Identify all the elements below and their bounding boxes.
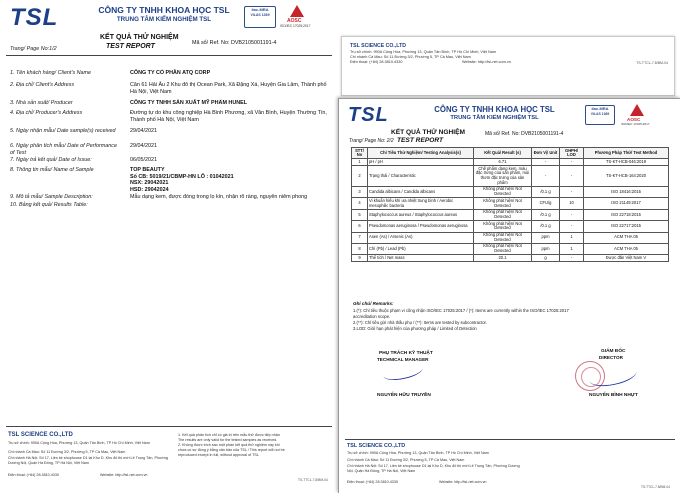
field-label: 3. Nhà sản xuất/ Producer [10, 100, 73, 106]
cell-lod: - [560, 255, 584, 262]
field-label: 1. Tên khách hàng/ Client's Name [10, 70, 92, 76]
cell-lod: - [560, 166, 584, 187]
cell-unit: /0.1 g [532, 221, 560, 232]
cell-analysis: pH / pH [368, 159, 474, 166]
ilac-label-2: ilac-MRA [591, 106, 609, 111]
cell-lod: - [560, 186, 584, 197]
field-value: Đường tự do khu công nghiệp Hà Bình Phương, xã Văn Bình, Huyện Thường Tín, Thành phố Hà Nội, Việt Nam [130, 110, 329, 123]
cell-method: ISO 22717:2015 [584, 221, 669, 232]
footer-branch2-2: Chi nhánh Hà Nội: Số 17, Liền kề shophouse D1 lại Khu D, Khu đô thị mới Lê Trọng Tấn, Phường Dương Nội, Quận Hà Đông, TP Hà Nội, Việt Nam [347, 464, 520, 473]
ilac-mra-badge [244, 6, 276, 28]
cell-lod: - [560, 209, 584, 220]
field-value: 29/04/2021 [130, 128, 157, 134]
footer-code-1: TS-TTCL-7.8/BM-04 [298, 478, 328, 482]
page-number-2: Trang/ Page No: 2/2 [349, 138, 394, 144]
cell-analysis: Trạng thái / Characteristic [368, 166, 474, 187]
director-title: GIÁM ĐỐC [601, 349, 626, 354]
table-row [352, 243, 669, 254]
back-footer-phone: Điện thoại: (+84) 28.3810.4330 [350, 60, 403, 64]
aosc-label: AOSC [287, 18, 302, 24]
cell-lod: 1 [560, 232, 584, 243]
footer-branch2: Chi nhánh Hà Nội: Số 17, Liền kề shophouse D1 lại Khu D, Khu đô thị mới Lê Trọng Tấn, Phường Dương Nội, Quận Hà Đông, TP Hà Nội, Việt Nam [8, 456, 168, 465]
footer-divider [6, 426, 332, 427]
remark-line: accreditation scope. [353, 314, 391, 319]
cell-analysis: Thể tích / Net mass [368, 255, 474, 262]
cell-method: ISO 21149:2017 [584, 198, 669, 209]
table-row [352, 159, 669, 166]
cell-no: 3 [352, 186, 368, 197]
company-name-2: CÔNG TY TNHH KHOA HỌC TSL [434, 105, 555, 114]
footer-hq-2: Trụ sở chính: 990A Cộng Hòa, Phường 13, Quận Tân Bình, TP Hồ Chí Minh, Việt Nam [347, 451, 489, 455]
cell-result: 20.1 [474, 255, 532, 262]
cell-no: 9 [352, 255, 368, 262]
cell-analysis: Chì (Pb) / Lead (Pb) [368, 243, 474, 254]
footer-note-line: chưa có sự đồng ý bằng văn bản của TSL / This report will not be [178, 448, 285, 452]
field-value: 29/04/2021 [130, 143, 157, 149]
field-label: 4. Địa chỉ/ Producer's Address [10, 110, 83, 116]
cell-lod: 1 [560, 243, 584, 254]
cell-no: 2 [352, 166, 368, 187]
report-title-vn: KẾT QUẢ THỬ NGHIỆM [100, 34, 179, 41]
table-row [352, 166, 669, 187]
cell-method: ACM THA 05 [584, 243, 669, 254]
col-header-lod: GHPH/ LOD [560, 148, 584, 159]
remark-line: 3.LOD: Giới hạn phát hiện của phương pháp / Limited of Detection [353, 326, 477, 331]
results-header-row [352, 148, 669, 159]
aosc-label-2: AOSC [627, 117, 641, 122]
footer-website: Website: http://tsl-net.com.vn [100, 473, 148, 477]
report-title-en: TEST REPORT [106, 43, 155, 50]
table-row [352, 186, 669, 197]
cell-lod: - [560, 221, 584, 232]
footer-company: TSL SCIENCE CO.,LTD [8, 432, 73, 438]
field-value: Mẫu dạng kem, được đóng trong lọ kín, nhận rõ ràng, nguyên niêm phong [130, 194, 308, 200]
tech-manager-title-en: TECHNICAL MANAGER [377, 357, 429, 362]
cell-method: ISO 18416:2015 [584, 186, 669, 197]
cell-lod: - [560, 159, 584, 166]
cell-result: Chế phẩm dạng kem, màu đặc trưng của sản phẩm, mùi thơm đặc trưng của sản phẩm [474, 166, 532, 187]
table-row [352, 221, 669, 232]
col-header-method: Phương Pháp Thử/ Test Method [584, 148, 669, 159]
lab-name: TRUNG TÂM KIỂM NGHIỆM TSL [116, 16, 212, 23]
field-value: CÔNG TY CỔ PHẦN ATQ CORP [130, 70, 211, 76]
report-title-vn-2: KẾT QUẢ THỬ NGHIỆM [391, 129, 465, 136]
cell-method: TS-KT-HCB-164:2020 [584, 166, 669, 187]
tsl-logo: TSL [10, 4, 59, 31]
ilac-label: ilac-MRA [251, 7, 269, 12]
report-page-1 [0, 0, 338, 493]
cell-lod: 10 [560, 198, 584, 209]
field-value: TOP BEAUTY Số CB: 5019/21/CBMP-HN LÔ : 01042021 NSX: 29042021 HSD: 29042024 [130, 167, 234, 193]
aosc-logo-icon [290, 5, 304, 17]
table-row [352, 255, 669, 262]
footer-company-2: TSL SCIENCE CO.,LTD [347, 443, 406, 449]
company-name: CÔNG TY TNHH KHOA HỌC TSL [98, 5, 230, 15]
cell-no: 7 [352, 232, 368, 243]
cell-unit: ppm [532, 243, 560, 254]
report-page-2 [338, 98, 680, 493]
back-footer-branch1: Chi nhánh Cà Mau: Số 11 Đường 3/2, Phường 5, TP Cà Mau, Việt Nam [350, 55, 471, 59]
cell-no: 8 [352, 243, 368, 254]
tech-manager-title: PHỤ TRÁCH KỸ THUẬT [379, 351, 433, 356]
field-label: 8. Thông tin mẫu/ Name of Sample [10, 167, 94, 173]
footer-divider-2 [345, 439, 675, 440]
back-footer-website: Website: http://tsl-net.com.vn [462, 60, 511, 64]
footer-note-line: 1. Kết quả phân tích chỉ có giá trị trên mẫu thử được tiếp nhận [178, 433, 280, 437]
cell-unit: - [532, 166, 560, 187]
table-row [352, 209, 669, 220]
footer-branch1: Chi nhánh Cà Mau: Số 11 Đường 3/2, Phường 5, TP Cà Mau, Việt Nam [8, 450, 126, 454]
cell-no: 5 [352, 209, 368, 220]
cell-method: TS-KT-HCB-046:2019 [584, 159, 669, 166]
tech-manager-name: NGUYỄN HỮU TRUYỀN [377, 393, 431, 398]
cell-unit: CFU/g [532, 198, 560, 209]
cell-result: Không phát hiện/ Not Detected [474, 186, 532, 197]
ilac-mra-badge-2 [585, 105, 615, 125]
vilas-label-2: VILAS 1369 [590, 112, 610, 116]
cell-analysis: Staphylococcus aureus / Staphylococcus aureus [368, 209, 474, 220]
field-label: 6. Ngày phân tích mẫu/ Date of Performance of Test [10, 143, 117, 156]
cell-analysis: Asen (As) / Arsenic (As) [368, 232, 474, 243]
cell-method: ISO 22718:2015 [584, 209, 669, 220]
footer-phone-2: Điện thoại: (+84) 28.3810.4330 [347, 480, 398, 484]
cell-no: 4 [352, 198, 368, 209]
vilas-label: VILAS 1369 [250, 13, 270, 17]
report-number: Mã số/ Ref. No: DVB2105001191-4 [192, 40, 277, 46]
cell-result: Không phát hiện/ Not Detected [474, 232, 532, 243]
col-header-no: STT/ No [352, 148, 368, 159]
results-table [351, 147, 669, 262]
footer-website-2: Website: http://tsl-net.com.vn [439, 480, 487, 484]
cell-result: 6.71 [474, 159, 532, 166]
report-title-en-2: TEST REPORT [397, 137, 444, 144]
cell-method: Được đăn Việt Nam V [584, 255, 669, 262]
field-value: Căn 61 Hải Âu 2 Khu đô thị Ocean Park, Xã Đặng Xá, Huyện Gia Lâm, Thành phố Hà Nội, Việt Nam [130, 82, 328, 95]
footer-note-line: reproduced except in full, without approval of TSL [178, 453, 259, 457]
remark-line: 2.(**): Chỉ tiêu gửi nhà thầu phụ / (**): Items are tested by subcontractor. [353, 320, 487, 325]
header-divider [6, 55, 332, 56]
cell-unit: g [532, 255, 560, 262]
col-header-analysis: Chỉ Tiêu Thử Nghiệm/ Testing Analysis(s) [368, 148, 474, 159]
cell-unit: - [532, 159, 560, 166]
back-footer-company: TSL SCIENCE CO.,LTD [350, 43, 407, 49]
field-value: 06/05/2021 [130, 157, 157, 163]
cell-unit: ppm [532, 232, 560, 243]
report-number-2: Mã số/ Ref. No: DVB2105001191-4 [485, 131, 564, 137]
cell-result: Không phát hiện/ Not Detected [474, 198, 532, 209]
page-number-1: Trang/ Page No:1/2 [10, 46, 57, 52]
aosc-sub: ISO/IEC 17025:2017 [280, 24, 311, 28]
back-page-footer [341, 36, 675, 96]
col-header-result: Kết Quả/ Result (s) [474, 148, 532, 159]
field-label: 5. Ngày nhận mẫu/ Date sample(s) received [10, 128, 116, 134]
director-title-en: DIRECTOR [599, 355, 623, 360]
footer-hq: Trụ sở chính: 990A Cộng Hòa, Phường 13, Quận Tân Bình, TP Hồ Chí Minh, Việt Nam [8, 441, 150, 445]
aosc-logo-icon-2 [630, 104, 644, 116]
cell-analysis: Vi khuẩn hiếu khí ưa nhiệt trung bình / Aerobic mesophilic bacteria [368, 198, 474, 209]
footer-note-line: 2. Không được trích sao một phần kết quả thử nghiệm này khi [178, 443, 280, 447]
remarks-title: Ghi chú/ Remarks: [353, 301, 394, 306]
footer-phone: Điện thoại: (+84) 28.3810.4330 [8, 473, 59, 477]
field-label: 2. Địa chỉ/ Client's Address [10, 82, 75, 88]
remark-line: 1.(*): Chỉ tiêu thuộc phạm vi công nhận ISO/IEC 17025:2017 / (*): Items are currently within the ISO/IEC 17025:2017 [353, 308, 569, 313]
field-label: 10. Bảng kết quả/ Results Table: [10, 202, 88, 208]
director-name: NGUYỄN BÌNH NHỰT [589, 393, 638, 398]
back-footer-code: TS-TTCL-7.8/BM-04 [636, 61, 668, 65]
footer-note-line: The results are only valid for the tested samples as received. [178, 438, 278, 442]
cell-method: ACM THA 05 [584, 232, 669, 243]
aosc-sub-2: ISO/IEC 17025:2017 [621, 122, 650, 126]
col-header-unit: Đơn Vị/ Unit [532, 148, 560, 159]
results-body [352, 159, 669, 262]
tsl-logo-2: TSL [348, 104, 389, 126]
footer-branch1-2: Chi nhánh Cà Mau: Số 11 Đường 3/2, Phường 5, TP Cà Mau, Việt Nam [347, 458, 465, 462]
lab-name-2: TRUNG TÂM KIỂM NGHIỆM TSL [450, 115, 539, 121]
cell-result: Không phát hiện/ Not Detected [474, 209, 532, 220]
tech-manager-signature [382, 361, 424, 383]
footer-code-2: TS-TTCL-7.8/BM-04 [641, 485, 670, 489]
back-footer-hq: Trụ sở chính: 990A Cộng Hòa, Phường 13, Quận Tân Bình, TP Hồ Chí Minh, Việt Nam [350, 50, 496, 54]
cell-analysis: Candida albicans / Candida albicans [368, 186, 474, 197]
field-label: 9. Mô tả mẫu/ Sample Description: [10, 194, 93, 200]
field-value: CÔNG TY TNHH SẢN XUẤT MỸ PHẨM HUNEL [130, 100, 247, 106]
field-label: 7. Ngày trả kết quả/ Date of Issue: [10, 157, 92, 163]
cell-unit: /0.1 g [532, 209, 560, 220]
cell-result: Không phát hiện/ Not Detected [474, 221, 532, 232]
cell-unit: /0.1 g [532, 186, 560, 197]
cell-no: 1 [352, 159, 368, 166]
cell-no: 6 [352, 221, 368, 232]
cell-result: Không phát hiện/ Not Detected [474, 243, 532, 254]
table-row [352, 198, 669, 209]
cell-analysis: Pseudomonas aeruginosa / Pseudomonas aeruginosa [368, 221, 474, 232]
table-row [352, 232, 669, 243]
